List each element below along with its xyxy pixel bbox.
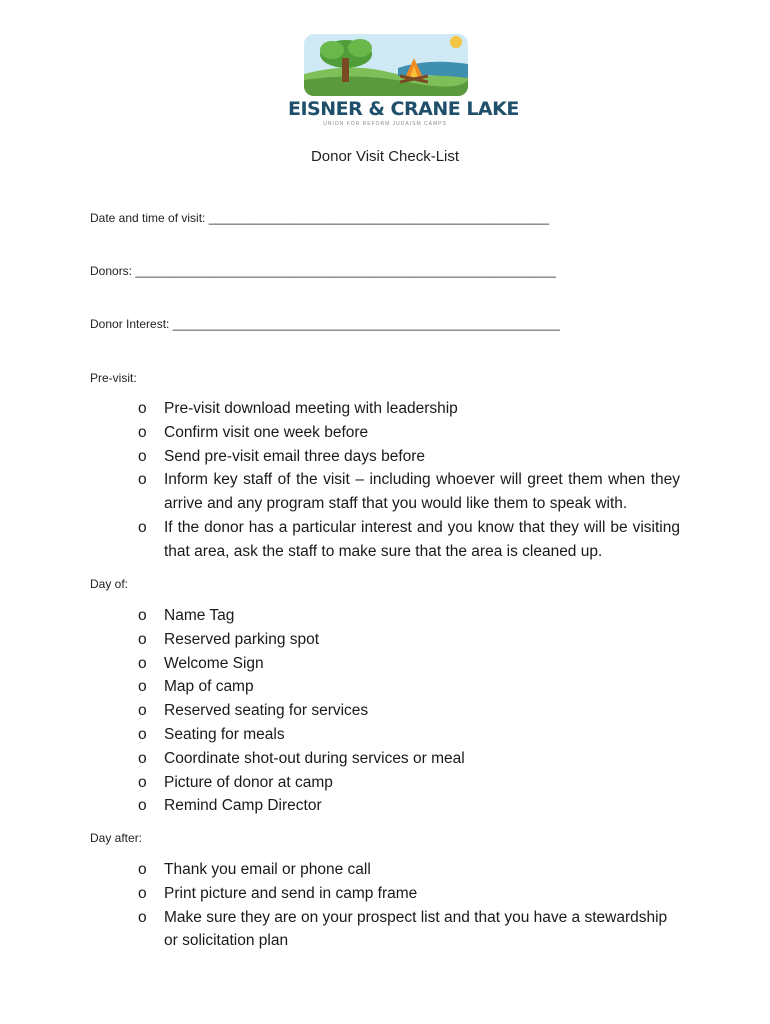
donors-label: Donors:	[90, 264, 133, 278]
list-item: o Welcome Sign	[138, 654, 264, 672]
pre-visit-heading: Pre-visit:	[90, 371, 137, 385]
day-of-heading: Day of:	[90, 577, 129, 591]
donors-field	[90, 264, 556, 278]
logo-tagline: UNION FOR REFORM JUDAISM CAMPS	[323, 121, 447, 127]
list-item: o Make sure they are on your prospect list and that you have a stewardship or solicitation plan	[138, 908, 668, 950]
page-title: Donor Visit Check-List	[310, 148, 460, 165]
list-item: o Reserved seating for services	[138, 702, 369, 720]
list-item: o Remind Camp Director	[138, 797, 322, 815]
list-item: o Inform key staff of the visit – including whoever will greet them when they arrive and any program staff that you would like them to speak with.	[138, 471, 680, 513]
list-item: o Pre-visit download meeting with leadership	[138, 400, 458, 417]
day-after-list	[138, 858, 680, 953]
list-item: o Reserved parking spot	[138, 630, 320, 648]
list-item: o Print picture and send in camp frame	[138, 884, 418, 902]
list-item: o Picture of donor at camp	[138, 773, 333, 791]
donor-interest-label: Donor Interest:	[90, 317, 170, 331]
list-item: o Send pre-visit email three days before	[138, 447, 426, 465]
donor-interest-line: __________________________________________________________	[172, 317, 560, 331]
list-item: o Name Tag	[138, 607, 235, 624]
donors-line: _______________________________________________________________	[135, 264, 556, 278]
date-time-line: ___________________________________________________	[208, 211, 550, 225]
donor-interest-field	[90, 317, 560, 331]
list-item: o Coordinate shot-out during services or meal	[138, 749, 465, 767]
camp-logo	[288, 28, 519, 130]
date-time-field	[90, 211, 549, 225]
list-item: o If the donor has a particular interest and you know that they will be visiting that area, ask the staff to make sure that the area is cleaned up.	[138, 518, 680, 560]
day-of-list	[138, 604, 680, 818]
logo-graphic	[288, 28, 482, 100]
list-item: o Confirm visit one week before	[138, 423, 369, 441]
pre-visit-list	[138, 397, 680, 564]
list-item: o Thank you email or phone call	[138, 861, 371, 878]
logo-name: EISNER & CRANE LAKE	[288, 98, 519, 120]
date-time-label: Date and time of visit:	[90, 211, 206, 225]
list-item: o Map of camp	[138, 678, 254, 696]
day-after-heading: Day after:	[90, 831, 143, 845]
list-item: o Seating for meals	[138, 725, 285, 743]
